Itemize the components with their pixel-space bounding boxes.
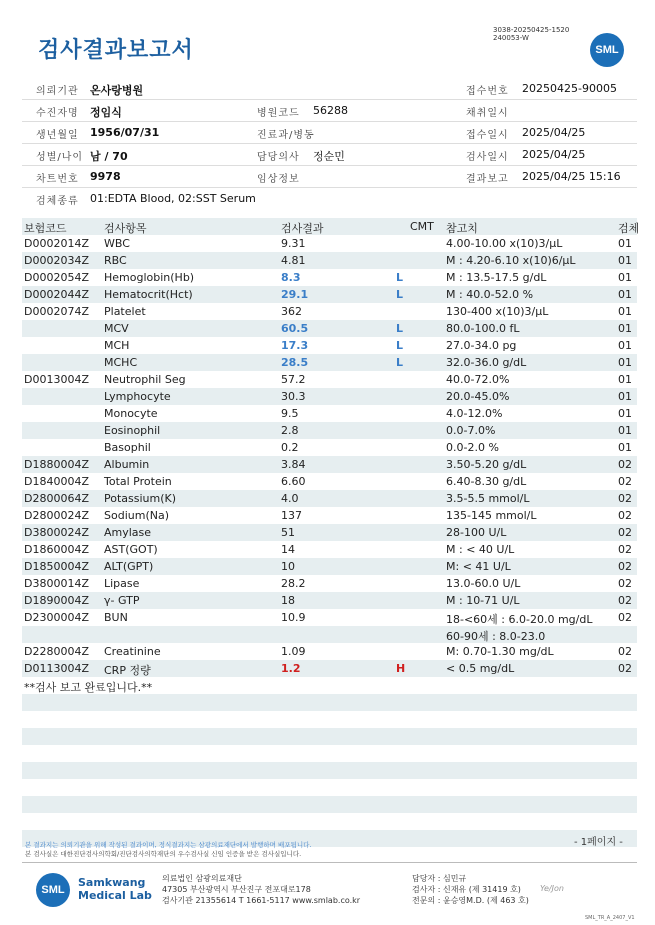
table-row — [22, 422, 637, 439]
row-result: 1.2 — [281, 662, 301, 675]
row-spec: 01 — [618, 373, 632, 386]
row-result: 4.0 — [281, 492, 299, 505]
row-spec: 01 — [618, 339, 632, 352]
row-ref: M : 13.5-17.5 g/dL — [446, 271, 547, 284]
info-row — [22, 166, 637, 188]
report-value: 2025/04/25 15:16 — [522, 170, 621, 183]
staff-line2: 검사자 : 신재유 (제 31419 호) — [412, 885, 521, 894]
receipt-no-value: 20250425-90005 — [522, 82, 617, 95]
row-item: Amylase — [104, 526, 152, 539]
row-ref: 0.0-7.0% — [446, 424, 496, 437]
report-complete-text — [22, 677, 637, 694]
clinical-label: 임상정보 — [257, 174, 300, 185]
table-row — [22, 558, 637, 575]
row-flag: L — [396, 322, 404, 335]
hospital-code-value: 56288 — [313, 104, 348, 117]
hospital-code-label: 병원코드 — [257, 108, 300, 119]
row-result: 29.1 — [281, 288, 309, 301]
row-ref: 130-400 x(10)3/μL — [446, 305, 549, 318]
row-spec: 02 — [618, 594, 632, 607]
row-result: 4.81 — [281, 254, 306, 267]
receipt-date-label: 접수일시 — [466, 130, 509, 141]
row-spec: 01 — [618, 237, 632, 250]
patient-value: 정임식 — [90, 106, 122, 119]
row-code: D2800064Z — [24, 492, 89, 505]
page-number: - 1페이지 - — [574, 837, 623, 848]
addr-line1: 의료법인 삼광의료재단 — [162, 874, 242, 883]
row-ref: M : 4.20-6.10 x(10)6/μL — [446, 254, 576, 267]
receipt-no-label: 접수번호 — [466, 86, 509, 97]
staff-line1: 담당자 : 심민규 — [412, 874, 467, 883]
row-item: Total Protein — [104, 475, 172, 488]
row-spec: 01 — [618, 407, 632, 420]
row-result: 137 — [281, 509, 302, 522]
table-row — [22, 609, 637, 626]
row-ref: 135-145 mmol/L — [446, 509, 537, 522]
receipt-date-value: 2025/04/25 — [522, 126, 586, 139]
footer-note — [25, 841, 545, 859]
table-row — [22, 541, 637, 558]
row-ref: 13.0-60.0 U/L — [446, 577, 521, 590]
row-result: 51 — [281, 526, 295, 539]
row-ref: M : 10-71 U/L — [446, 594, 520, 607]
row-item: AST(GOT) — [104, 543, 158, 556]
org-name-line2: Medical Lab — [78, 889, 152, 902]
row-code: D2300004Z — [24, 611, 89, 624]
row-spec: 01 — [618, 441, 632, 454]
collect-date-label: 채취일시 — [466, 108, 509, 119]
row-result: 17.3 — [281, 339, 309, 352]
row-spec: 02 — [618, 543, 632, 556]
footer-staff — [412, 873, 529, 906]
row-spec: 02 — [618, 526, 632, 539]
row-code: D3800024Z — [24, 526, 89, 539]
row-ref: 40.0-72.0% — [446, 373, 510, 386]
row-spec: 02 — [618, 509, 632, 522]
table-row — [22, 303, 637, 320]
patient-info — [22, 78, 637, 209]
row-result: 10.9 — [281, 611, 306, 624]
document-id — [493, 26, 603, 42]
patient-label: 수진자명 — [36, 108, 79, 119]
table-row — [22, 575, 637, 592]
staff-line3: 전문의 : 윤승영M.D. (제 463 호) — [412, 896, 529, 905]
row-result: 18 — [281, 594, 295, 607]
row-spec: 02 — [618, 458, 632, 471]
row-code: D2800024Z — [24, 509, 89, 522]
row-item: Basophil — [104, 441, 151, 454]
row-ref: 4.0-12.0% — [446, 407, 503, 420]
row-result: 8.3 — [281, 271, 301, 284]
exam-date-value: 2025/04/25 — [522, 148, 586, 161]
row-item: Hematocrit(Hct) — [104, 288, 193, 301]
row-ref: M : 40.0-52.0 % — [446, 288, 534, 301]
row-ref: M: 0.70-1.30 mg/dL — [446, 645, 554, 658]
row-spec: 01 — [618, 390, 632, 403]
row-spec: 01 — [618, 288, 632, 301]
row-result: 0.2 — [281, 441, 299, 454]
institution-value: 온사랑병원 — [90, 84, 144, 97]
table-row — [22, 371, 637, 388]
header-item: 검사항목 — [104, 222, 147, 235]
row-spec: 02 — [618, 560, 632, 573]
footer-divider — [22, 862, 637, 863]
footer-org-name — [78, 876, 152, 902]
row-spec: 02 — [618, 492, 632, 505]
row-item: MCHC — [104, 356, 138, 369]
sex-age-label: 성별/나이 — [36, 152, 84, 163]
sex-age-value: 남 / 70 — [90, 150, 128, 163]
row-code: D1860004Z — [24, 543, 89, 556]
row-result: 60.5 — [281, 322, 309, 335]
header-code: 보험코드 — [24, 222, 67, 235]
row-result: 9.31 — [281, 237, 306, 250]
addr-line3: 검사기관 21355614 T 1661-5117 www.smlab.co.kr — [162, 896, 361, 905]
row-result: 362 — [281, 305, 302, 318]
row-result: 2.8 — [281, 424, 299, 437]
table-body — [22, 235, 637, 677]
row-spec: 02 — [618, 577, 632, 590]
row-ref: 80.0-100.0 fL — [446, 322, 520, 335]
row-ref: 4.00-10.00 x(10)3/μL — [446, 237, 563, 250]
form-version: SML_TR_A_2407_V1 — [585, 915, 635, 921]
exam-date-label: 검사일시 — [466, 152, 509, 163]
table-row — [22, 473, 637, 490]
table-row — [22, 337, 637, 354]
specimen-value: 01:EDTA Blood, 02:SST Serum — [90, 192, 256, 205]
row-ref: 3.50-5.20 g/dL — [446, 458, 527, 471]
row-spec: 01 — [618, 322, 632, 335]
row-result: 57.2 — [281, 373, 306, 386]
footer-note-2: 본 검사실은 대한진단검사의학회/진단검사의학재단의 우수검사실 신임 인증을 받은 검사실입니다. — [25, 850, 302, 858]
header-ref: 참고치 — [446, 222, 478, 235]
table-row — [22, 507, 637, 524]
row-result: 10 — [281, 560, 295, 573]
table-row — [22, 660, 637, 677]
row-code: D1890004Z — [24, 594, 89, 607]
institution-label: 의뢰기관 — [36, 86, 79, 97]
doc-id-line1: 3038-20250425-1520 — [493, 26, 570, 34]
row-code: D2280004Z — [24, 645, 89, 658]
row-item: Lipase — [104, 577, 140, 590]
row-flag: L — [396, 339, 404, 352]
row-item: WBC — [104, 237, 130, 250]
row-item: MCV — [104, 322, 129, 335]
row-ref: < 0.5 mg/dL — [446, 662, 515, 675]
row-code: D0002054Z — [24, 271, 89, 284]
footer-note-1: 본 결과지는 의뢰기관을 위해 작성된 결과이며, 정식결과지는 삼광의료재단에서 발행하며 배포됩니다. — [25, 841, 312, 849]
addr-line2: 47305 부산광역시 부산진구 전포대로178 — [162, 885, 311, 894]
row-item: Lymphocyte — [104, 390, 171, 403]
row-ref: M : < 40 U/L — [446, 543, 515, 556]
row-ref: M: < 41 U/L — [446, 560, 511, 573]
info-row — [22, 100, 637, 122]
row-result: 3.84 — [281, 458, 306, 471]
row-ref: 3.5-5.5 mmol/L — [446, 492, 530, 505]
blank-row — [22, 796, 637, 813]
info-row — [22, 144, 637, 166]
row-item: Albumin — [104, 458, 150, 471]
row-item: Hemoglobin(Hb) — [104, 271, 195, 284]
chart-value: 9978 — [90, 170, 121, 183]
table-row — [22, 524, 637, 541]
info-row — [22, 78, 637, 100]
birth-label: 생년월일 — [36, 130, 79, 141]
row-spec: 02 — [618, 645, 632, 658]
org-name-line1: Samkwang — [78, 876, 146, 889]
blank-row — [22, 745, 637, 762]
report-title: 검사결과보고서 — [38, 38, 194, 63]
row-result: 6.60 — [281, 475, 306, 488]
complete-message: **검사 보고 완료입니다.** — [24, 681, 153, 694]
table-row — [22, 354, 637, 371]
sml-logo-icon: SML — [590, 33, 624, 67]
blank-row — [22, 762, 637, 779]
report-label: 결과보고 — [466, 174, 509, 185]
row-result: 14 — [281, 543, 295, 556]
row-flag: L — [396, 271, 404, 284]
row-spec: 01 — [618, 356, 632, 369]
row-code: D0002034Z — [24, 254, 89, 267]
blank-row — [22, 779, 637, 796]
row-item: Eosinophil — [104, 424, 161, 437]
table-row — [22, 320, 637, 337]
row-code: D1840004Z — [24, 475, 89, 488]
row-ref: 27.0-34.0 pg — [446, 339, 517, 352]
header-result: 검사결과 — [281, 222, 324, 235]
info-row — [22, 122, 637, 144]
row-result: 9.5 — [281, 407, 299, 420]
row-code: D0002044Z — [24, 288, 89, 301]
row-ref: 60-90세 : 8.0-23.0 — [446, 630, 546, 643]
row-spec: 01 — [618, 424, 632, 437]
row-item: MCH — [104, 339, 130, 352]
table-row — [22, 439, 637, 456]
row-ref: 0.0-2.0 % — [446, 441, 499, 454]
table-row — [22, 643, 637, 660]
row-spec: 01 — [618, 305, 632, 318]
table-row — [22, 456, 637, 473]
row-ref: 32.0-36.0 g/dL — [446, 356, 527, 369]
blank-row — [22, 813, 637, 830]
row-result: 1.09 — [281, 645, 306, 658]
table-row — [22, 269, 637, 286]
dept-label: 진료과/병동 — [257, 130, 315, 141]
row-item: RBC — [104, 254, 127, 267]
row-spec: 02 — [618, 611, 632, 624]
signature: Ye/Jon — [540, 884, 564, 893]
row-item: γ- GTP — [104, 594, 140, 607]
footer-sml-logo-icon: SML — [36, 873, 70, 907]
row-ref: 28-100 U/L — [446, 526, 507, 539]
row-code: D0113004Z — [24, 662, 89, 675]
row-item: BUN — [104, 611, 128, 624]
row-item: Potassium(K) — [104, 492, 177, 505]
table-header — [22, 218, 640, 235]
table-row — [22, 388, 637, 405]
row-code: D0013004Z — [24, 373, 89, 386]
row-result: 28.5 — [281, 356, 309, 369]
row-flag: L — [396, 288, 404, 301]
row-spec: 02 — [618, 662, 632, 675]
row-item: Neutrophil Seg — [104, 373, 186, 386]
row-result: 28.2 — [281, 577, 306, 590]
row-item: Platelet — [104, 305, 146, 318]
blank-row — [22, 711, 637, 728]
row-spec: 01 — [618, 254, 632, 267]
footer-address — [162, 873, 360, 906]
row-result: 30.3 — [281, 390, 306, 403]
row-spec: 01 — [618, 271, 632, 284]
row-flag: H — [396, 662, 406, 675]
row-spec: 02 — [618, 475, 632, 488]
header-spec: 검체 — [618, 222, 640, 235]
row-code: D1880004Z — [24, 458, 89, 471]
doctor-value: 정순민 — [313, 150, 345, 163]
row-flag: L — [396, 356, 404, 369]
row-code: D1850004Z — [24, 560, 89, 573]
row-item: CRP 정량 — [104, 664, 151, 677]
row-code: D0002074Z — [24, 305, 89, 318]
info-row — [22, 188, 637, 209]
specimen-label: 검체종류 — [36, 196, 79, 207]
header-cmt: CMT — [410, 220, 434, 233]
chart-label: 차트번호 — [36, 174, 79, 185]
blank-row — [22, 728, 637, 745]
blank-row — [22, 694, 637, 711]
table-row — [22, 235, 637, 252]
birth-value: 1956/07/31 — [90, 126, 160, 139]
doc-id-line2: 240053-W — [493, 34, 529, 42]
table-row — [22, 286, 637, 303]
table-row — [22, 490, 637, 507]
doctor-label: 담당의사 — [257, 152, 300, 163]
row-item: ALT(GPT) — [104, 560, 154, 573]
table-row — [22, 252, 637, 269]
table-row — [22, 405, 637, 422]
row-ref: 20.0-45.0% — [446, 390, 510, 403]
row-ref: 6.40-8.30 g/dL — [446, 475, 527, 488]
row-item: Monocyte — [104, 407, 158, 420]
results-table — [22, 218, 640, 847]
table-row — [22, 626, 637, 643]
table-row — [22, 592, 637, 609]
row-code: D3800014Z — [24, 577, 89, 590]
row-item: Sodium(Na) — [104, 509, 169, 522]
row-item: Creatinine — [104, 645, 161, 658]
row-code: D0002014Z — [24, 237, 89, 250]
row-ref: 18-<60세 : 6.0-20.0 mg/dL — [446, 613, 593, 626]
